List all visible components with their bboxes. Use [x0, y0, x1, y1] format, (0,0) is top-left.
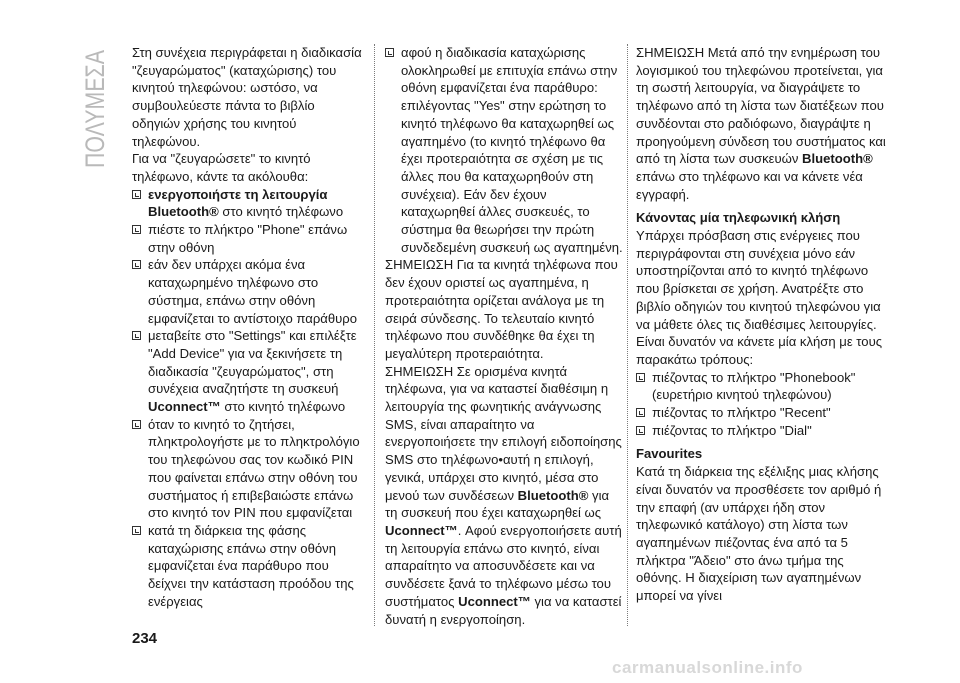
column-1: [132, 44, 364, 611]
list-item-text-rest: στο κινητό τηλέφωνο: [218, 204, 344, 220]
list-item: [132, 221, 364, 256]
paragraph: Για να "ζευγαρώσετε" το κινητό τηλέφωνο, κάντε τα ακόλουθα:: [132, 151, 311, 184]
text-part: . Αφού ενεργοποιήσετε αυτή τη λειτουργία επάνω στο κινητό, είναι απαραίτητο να αποσυνδέσετε και να συνδέσετε ξανά το τηλέφωνο μέσω του συστήματος: [385, 522, 622, 609]
bold-text: Bluetooth®: [802, 151, 873, 167]
text-part: μεταβείτε στο "Settings" και επιλέξτε "Add Device" για να ξεκινήσετε τη διαδικασία "ζευγαρώματος", στη συνέχεια αναζητήστε τη συσκευή: [148, 328, 357, 397]
list-item: [385, 44, 623, 256]
paragraph: Στη συνέχεια περιγράφεται η διαδικασία "ζευγαρώματος" (καταχώρισης) του κινητού τηλεφώνου: ωστόσο, να συμβουλεύεστε πάντα το βιβλίο οδηγιών χρήσης του κινητού τηλεφώνου.: [132, 45, 362, 149]
column-2: [385, 44, 623, 628]
list-item: [132, 186, 364, 221]
checkbox-bullet-icon: [636, 373, 645, 382]
section-tab-text: ΠΟΛΥΜΕΣΑ: [80, 48, 110, 168]
text-part: στο κινητό τηλέφωνο: [220, 399, 346, 415]
bold-text: Uconnect™: [458, 593, 531, 609]
bold-text: Uconnect™: [385, 522, 458, 538]
list-item: [636, 404, 886, 422]
list-item-text: [148, 328, 357, 414]
paragraph: Υπάρχει πρόσβαση στις ενέργειες που περιγράφονται στη συνέχεια μόνο εάν υποστηρίζονται από το κινητό τηλέφωνο που βρίσκεται σε χρήση. Ανατρέξτε στο βιβλίο οδηγιών του κινητού τηλεφώνου για να μάθετε όλες τις διαθέσιμες λειτουργίες.: [636, 228, 881, 332]
list-item-text: πιέζοντας το πλήκτρο "Dial": [652, 422, 812, 438]
note-paragraph: ΣΗΜΕΙΩΣΗ Για τα κινητά τηλέφωνα που δεν έχουν οριστεί ως αγαπημένα, η προτεραιότητα ορίζεται ανάλογα με τη σειρά σύνδεσης. Το τελευταίο κινητό τηλέφωνο που συνδέθηκε θα έχει τη μεγαλύτερη προτεραιότητα.: [385, 257, 618, 361]
list-item-text: αφού η διαδικασία καταχώρισης ολοκληρωθεί με επιτυχία επάνω στην οθόνη εμφανίζεται ένα παράθυρο: επιλέγοντας "Yes" στην ερώτηση το κινητό τηλέφωνο θα καταχωρηθεί ως αγαπημένο (το κινητό τηλέφωνο θα έχει προτεραιότητα σε σχέση με τις άλλες που θα καταχωρηθούν στη συνέχεια). Εάν δεν έχουν καταχωρηθεί άλλες συσκευές, το σύστημα θα θεωρήσει την πρώτη συνδεδεμένη συσκευή ως αγαπημένη.: [401, 45, 623, 255]
list-item-text: όταν το κινητό το ζητήσει, πληκτρολογήστε με το πληκτρολόγιο του τηλεφώνου σας τον κωδικό PIN που φαίνεται επάνω στην οθόνη του συστήματος ή επιβεβαιώστε επάνω στο κινητό τον PIN που εμφανίζεται: [148, 416, 360, 521]
list-item-text: εάν δεν υπάρχει ακόμα ένα καταχωρημένο τηλέφωνο στο σύστημα, επάνω στην οθόνη εμφανίζεται το αντίστοιχο παράθυρο: [148, 257, 358, 326]
section-heading: Κάνοντας μία τηλεφωνική κλήση: [636, 210, 841, 226]
section-heading: Favourites: [636, 446, 703, 462]
bold-text: Bluetooth®: [517, 487, 589, 503]
list-item-text: [148, 187, 343, 220]
text-part: ΣΗΜΕΙΩΣΗ Μετά από την ενημέρωση του λογισμικού του τηλεφώνου προτείνεται, για τη σωστή λειτουργία, να διαγράψετε το τηλέφωνο από τη λίστα των διατέξεων που συνδέονται στο ραδιόφωνο, διαγράψτε η προηγούμενη σύνδεση του συστήματος και από τη λίστα των συσκευών: [636, 45, 886, 167]
list-item: [132, 416, 364, 522]
list-item: [132, 522, 364, 611]
paragraph: Είναι δυνατόν να κάνετε μία κλήση με τους παρακάτω τρόπους:: [636, 334, 883, 367]
page-number: 234: [132, 630, 158, 647]
text-part: για να καταστεί δυνατή η ενεργοποίηση.: [385, 593, 622, 627]
list-item: [132, 327, 364, 416]
checkbox-bullet-icon: [385, 48, 394, 57]
checkbox-bullet-icon: [636, 426, 645, 435]
note-paragraph: [636, 44, 886, 203]
watermark-url: carmanualsonline.info: [612, 658, 803, 677]
checkbox-bullet-icon: [132, 526, 141, 535]
text-part: επάνω στο τηλέφωνο και να κάνετε νέα εγγραφή.: [636, 168, 863, 202]
section-tab-label: [74, 48, 114, 168]
list-item: [636, 369, 886, 404]
bold-text: ενεργοποιήστε τη λειτουργία Bluetooth®: [148, 186, 328, 220]
checkbox-bullet-icon: [132, 420, 141, 429]
column-divider: [374, 44, 376, 626]
column-divider: [627, 44, 629, 626]
column-3: [636, 44, 886, 605]
list-item: [636, 422, 886, 440]
list-item-text: πιέζοντας το πλήκτρο "Phonebook" (ευρετήριο κινητού τηλεφώνου): [652, 369, 856, 403]
list-item: [132, 256, 364, 327]
checkbox-bullet-icon: [132, 331, 141, 340]
checkbox-bullet-icon: [132, 260, 141, 269]
text-part: για τη συσκευή που έχει καταχωρηθεί ως: [385, 487, 610, 521]
bold-text: Uconnect™: [148, 399, 221, 415]
text-part: ΣΗΜΕΙΩΣΗ Σε ορισμένα κινητά τηλέφωνα, για να καταστεί διαθέσιμη η λειτουργία της φωνητικής ανάγνωσης SMS, είναι απαραίτητο να ενεργοποιήσετε την επιλογή ειδοποίησης SMS στο τηλέφωνο•αυτή η επιλογή, γενικά, υπάρχει στο κινητό, μέσα στο μενού των συνδέσεων: [385, 363, 622, 503]
list-item-text: πιέστε το πλήκτρο "Phone" επάνω στην οθόνη: [148, 222, 348, 255]
section-tab: [74, 48, 114, 168]
paragraph: Κατά τη διάρκεια της εξέλιξης μιας κλήσης είναι δυνατόν να προσθέσετε τον αριθμό ή την επαφή (αν υπάρχει ήδη στον τηλεφωνικό κατάλογο) στη λίστα των αγαπημένων πιέζοντας ένα από τα 5 πλήκτρα "Άδειο" στο άνω τμήμα της οθόνης. Η διαχείριση των αγαπημένων μπορεί να γίνει: [636, 464, 882, 604]
checkbox-bullet-icon: [132, 190, 141, 199]
list-item-text: πιέζοντας το πλήκτρο "Recent": [652, 405, 831, 421]
checkbox-bullet-icon: [132, 225, 141, 234]
list-item-text: κατά τη διάρκεια της φάσης καταχώρισης επάνω στην οθόνη εμφανίζεται ένα παράθυρο που δείχνει την κατάσταση προόδου της ενέργειας: [148, 522, 354, 609]
note-paragraph: [385, 363, 623, 629]
checkbox-bullet-icon: [636, 408, 645, 417]
